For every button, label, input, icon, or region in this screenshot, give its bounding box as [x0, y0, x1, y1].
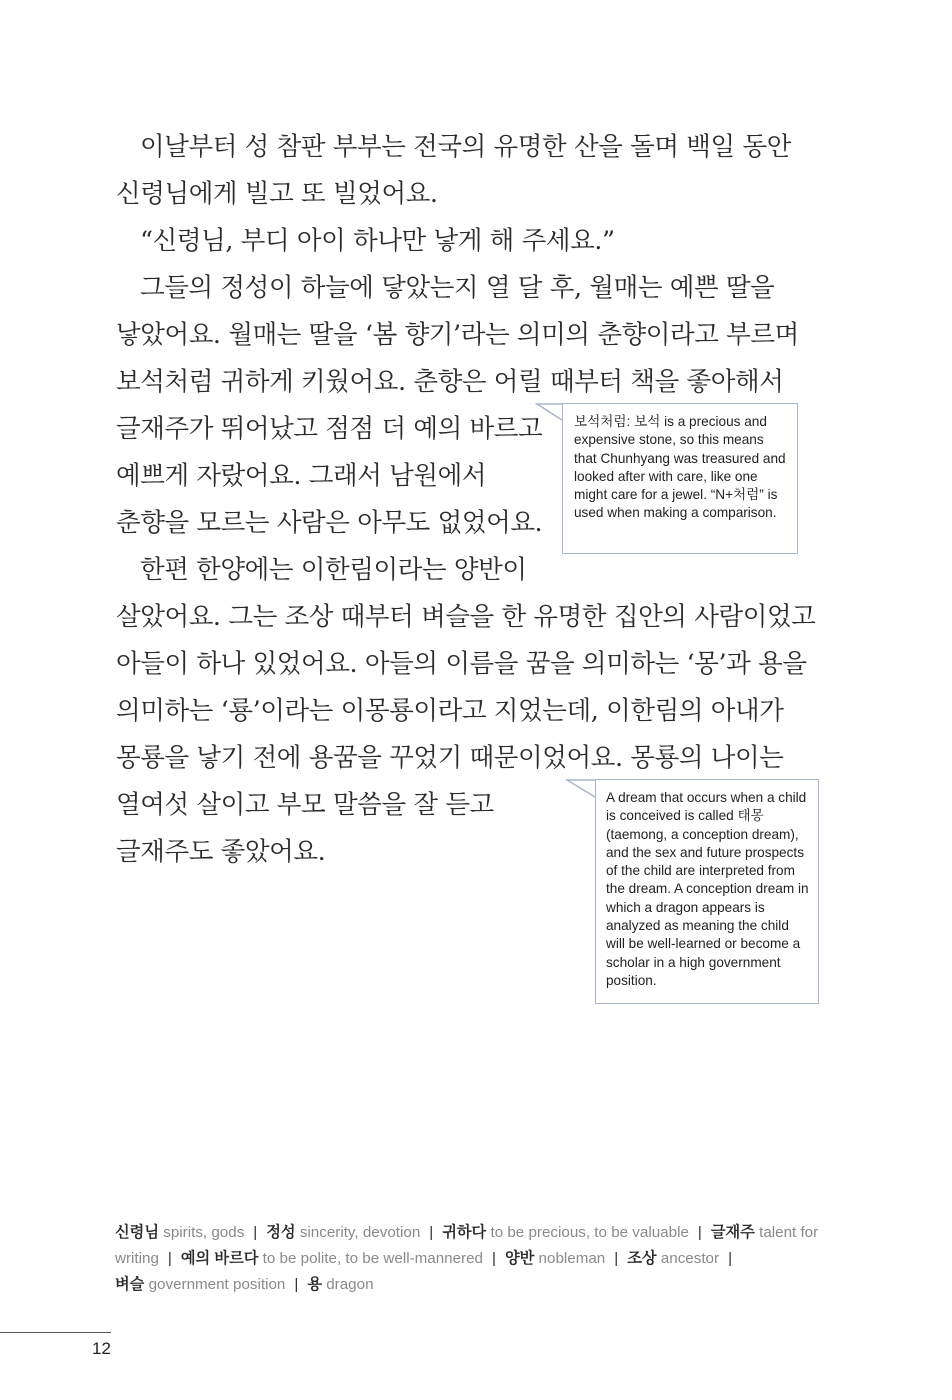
vocab-meaning: talent for writing — [115, 1224, 819, 1267]
vocab-separator: | — [492, 1250, 496, 1267]
text-line: 몽룡을 낳기 전에 용꿈을 꾸었기 때문이었어요. 몽룡의 나이는 — [116, 743, 784, 773]
vocab-separator: | — [697, 1224, 702, 1241]
vocab-term: 귀하다 — [442, 1224, 487, 1241]
text-line: 신령님에게 빌고 또 빌었어요. — [116, 179, 438, 209]
text-line: 글재주도 좋았어요. — [116, 837, 326, 867]
vocab-separator: | — [167, 1250, 172, 1267]
vocab-item — [266, 1224, 420, 1241]
vocab-meaning: dragon — [326, 1276, 374, 1293]
vocab-item — [627, 1250, 719, 1267]
text-line: 열여섯 살이고 부모 말씀을 잘 듣고 — [116, 790, 494, 820]
vocab-meaning: government position — [148, 1276, 286, 1293]
vocab-meaning: sincerity, devotion — [299, 1224, 421, 1241]
vocab-item — [115, 1224, 244, 1241]
text-line: 글재주가 뛰어났고 점점 더 예의 바르고 — [116, 414, 543, 444]
text-line: 춘향을 모르는 사람은 아무도 없었어요. — [116, 508, 543, 538]
text-line: 그들의 정성이 하늘에 닿았는지 열 달 후, 월매는 예쁜 딸을 — [140, 273, 775, 303]
vocab-term: 신령님 — [115, 1224, 160, 1241]
vocab-item — [442, 1224, 689, 1241]
vocab-separator: | — [253, 1224, 258, 1241]
vocab-meaning: ancestor — [660, 1250, 720, 1267]
vocab-item — [505, 1250, 605, 1267]
text-line: 살았어요. 그는 조상 때부터 벼슬을 한 유명한 집안의 사람이었고 — [116, 602, 816, 632]
vocab-term: 예의 바르다 — [180, 1250, 259, 1267]
vocab-separator: | — [429, 1224, 434, 1241]
text-line: 이날부터 성 참판 부부는 전국의 유명한 산을 돌며 백일 동안 — [140, 132, 791, 162]
vocab-term: 글재주 — [710, 1224, 755, 1241]
footer-rule — [0, 1332, 111, 1333]
text-line: 보석처럼 귀하게 키웠어요. 춘향은 어릴 때부터 책을 좋아해서 — [116, 367, 784, 397]
gloss-note-taemong: A dream that occurs when a child is conceived is called 태몽 (taemong, a conception dream), and the sex and future prospects of the child are interpreted from the dream. A conception dream in which a dragon appears is analyzed as meaning the child will be well-learned or become a scholar in a high government position. — [595, 779, 819, 1004]
vocab-item — [115, 1276, 285, 1293]
gloss-note-boseokcheoreom: 보석처럼: 보석 is a precious and expensive stone, so this means that Chunhyang was treasured and looked after with care, like one might care for a jewel. “N+처럼” is used when making a comparison. — [562, 403, 798, 554]
vocab-meaning: to be polite, to be well-mannered — [262, 1250, 484, 1267]
text-line: 예쁘게 자랐어요. 그래서 남원에서 — [116, 461, 487, 491]
text-line: 한편 한양에는 이한림이라는 양반이 — [140, 555, 527, 585]
vocab-separator: | — [614, 1250, 619, 1267]
vocab-meaning: nobleman — [538, 1250, 606, 1267]
page-number: 12 — [92, 1339, 111, 1358]
text-line: 의미하는 ‘룡’이라는 이몽룡이라고 지었는데, 이한림의 아내가 — [116, 696, 784, 726]
text-line: 아들이 하나 있었어요. 아들의 이름을 꿈을 의미하는 ‘몽’과 용을 — [116, 649, 807, 679]
vocab-meaning: spirits, gods — [163, 1224, 245, 1241]
vocab-term: 양반 — [504, 1250, 535, 1267]
vocab-meaning: to be precious, to be valuable — [490, 1224, 689, 1241]
vocab-item — [181, 1250, 483, 1267]
vocabulary-list — [115, 1220, 835, 1298]
text-line: 낳았어요. 월매는 딸을 ‘봄 향기’라는 의미의 춘향이라고 부르며 — [116, 320, 799, 350]
vocab-separator: | — [728, 1250, 733, 1267]
vocab-item — [307, 1276, 373, 1293]
vocab-term: 용 — [307, 1276, 322, 1293]
vocab-separator: | — [294, 1276, 299, 1293]
vocab-term: 정성 — [266, 1224, 296, 1241]
vocab-term: 벼슬 — [115, 1276, 145, 1293]
vocab-term: 조상 — [627, 1250, 657, 1267]
text-line: “신령님, 부디 아이 하나만 낳게 해 주세요.” — [140, 226, 615, 256]
